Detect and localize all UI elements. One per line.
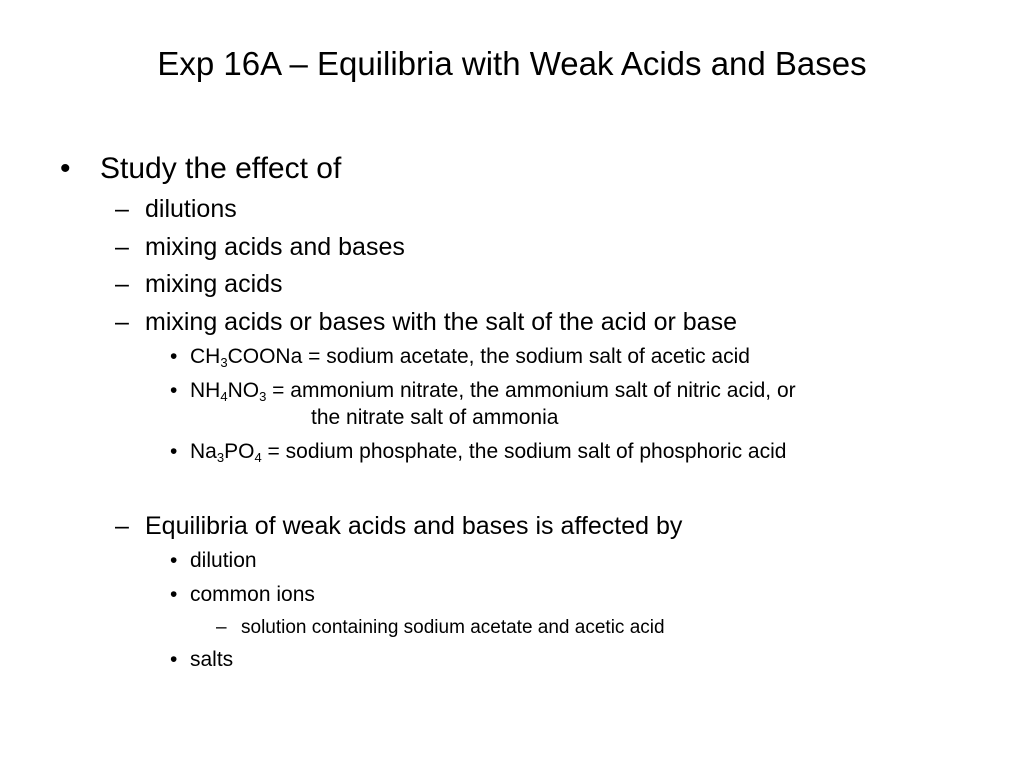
salt-description: = sodium phosphate, the sodium salt of phosphoric acid [261,440,787,463]
salt-description: = sodium acetate, the sodium salt of acetic acid [302,345,750,368]
sub-bullet-equilibria: Equilibria of weak acids and bases is affected by [145,512,683,540]
bullet-marker: • [60,152,71,185]
sub-bullet-mixing-salt: mixing acids or bases with the salt of the acid or base [145,308,737,336]
salt-ammonium-nitrate-continuation: the nitrate salt of ammonia [311,406,559,429]
bullet-marker: • [170,583,178,606]
sub-bullet-mixing-acids-bases: mixing acids and bases [145,233,405,261]
formula-part: COONa [227,345,303,368]
bullet-marker: • [170,440,178,463]
formula-part: NH [190,379,221,402]
common-ions-example: solution containing sodium acetate and acetic acid [241,617,665,638]
bullet-study-effect: Study the effect of [100,152,342,185]
salt-sodium-acetate [190,344,750,370]
formula-subscript: 3 [216,449,225,465]
sub-bullet-dilutions: dilutions [145,195,237,223]
factor-common-ions: common ions [190,583,315,606]
formula-part: Na [190,440,217,463]
bullet-marker: • [170,379,178,402]
salt-sodium-phosphate [190,439,786,465]
formula-subscript: 3 [259,388,267,404]
dash-marker: – [115,270,129,298]
salt-ammonium-nitrate [190,378,796,404]
dash-marker: – [216,617,227,638]
salt-description: = ammonium nitrate, the ammonium salt of nitric acid, or [266,379,796,402]
sub-bullet-mixing-acids: mixing acids [145,270,283,298]
dash-marker: – [115,308,129,336]
formula-part: NO [227,379,260,402]
formula-subscript: 4 [254,449,262,465]
factor-salts: salts [190,648,234,671]
slide-title: Exp 16A – Equilibria with Weak Acids and Bases [157,45,867,82]
dash-marker: – [115,512,129,540]
formula-part: PO [224,440,255,463]
dash-marker: – [115,233,129,261]
formula-part: CH [190,345,221,368]
bullet-marker: • [170,648,178,671]
formula-subscript: 4 [220,388,228,404]
formula-subscript: 3 [220,354,228,370]
dash-marker: – [115,195,129,223]
bullet-marker: • [170,345,178,368]
factor-dilution: dilution [190,549,257,572]
bullet-marker: • [170,549,178,572]
